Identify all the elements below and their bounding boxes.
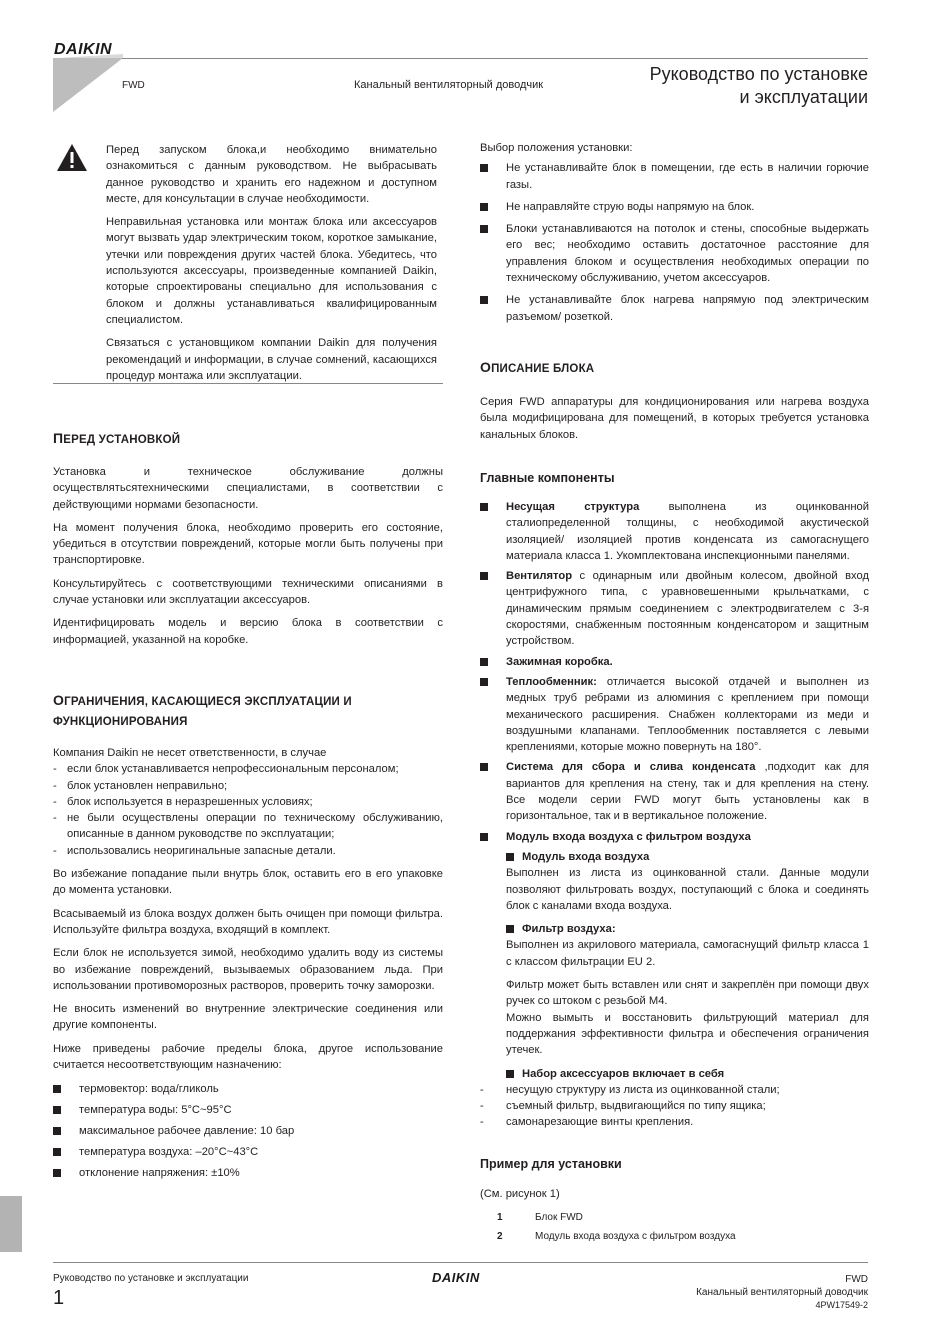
example-list <box>497 1208 736 1246</box>
before-install-title: ПЕРЕД УСТАНОВКОЙ <box>53 430 181 446</box>
header-model: FWD <box>122 80 145 91</box>
before-install-p3: Консультируйтесь с соответствующими техническими описаниями в случае установки или эксплуатации аксессуаров. <box>53 577 443 607</box>
limits-intro: Компания Daikin не несет ответственности, в случае <box>53 747 327 759</box>
list-item: Вентилятор с одинарным или двойным колесом, двойной вход центрифужного типа, с уравновешенными крыльчатками, с динамическим прямым соединением с электродвигателем с 3-я скоростями, снабженным постоянным конденсатором и защитным устройством. <box>480 568 869 649</box>
list-item: - съемный фильтр, выдвигающийся по типу ящика; <box>480 1098 869 1114</box>
limits-p5: Ниже приведены рабочие пределы блока, другое использование считается несоответствующим назначению: <box>53 1042 443 1072</box>
header-product: Канальный вентиляторный доводчик <box>354 79 544 91</box>
example-ref: (См. рисунок 1) <box>480 1188 560 1200</box>
page-number: 1 <box>53 1287 65 1309</box>
list-item: Не направляйте струю воды напрямую на блок. <box>480 199 869 215</box>
footer-brand-logo: DAIKIN <box>432 1270 480 1285</box>
before-install-p4: Идентифицировать модель и версию блока в соответствии с информацией, указанной на коробке. <box>53 617 443 646</box>
header-title-line1: Руководство по установке <box>649 64 868 84</box>
list-item: - блок используется в неразрешенных условиях; <box>53 794 443 810</box>
brand-logo: DAIKIN <box>54 41 113 58</box>
footer-rule <box>53 1262 868 1263</box>
filter-text-2a: Фильтр может быть вставлен или снят и закреплён при помощи двух ручек со штоком с резьбой M4. <box>506 979 869 1008</box>
header-title <box>568 63 868 109</box>
position-body <box>480 140 869 331</box>
footer-product: Канальный вентиляторный доводчик <box>696 1287 868 1298</box>
list-item: Блоки устанавливаются на потолок и стены, способные выдержать его вес; необходимо оставить достаточное расстояние для управления блоком и осуществления необходимых операции по техническому обслуживанию, учетом аксессуаров. <box>480 221 869 286</box>
list-item: термовектор: вода/гликоль <box>53 1081 443 1097</box>
footer-doc-title: Руководство по установке и эксплуатации <box>53 1273 249 1284</box>
warning-triangle-icon <box>56 143 88 172</box>
before-install-body <box>53 464 443 655</box>
list-item: температура воды: 5°C~95°C <box>53 1102 443 1118</box>
intake-subtitle: Модуль входа воздуха <box>506 849 869 865</box>
limits-p3: Если блок не используется зимой, необходимо удалить воду из системы во избежание повреждений, вызываемых образованием льда. При использовании противоморозных растворов, проверить точку заморозки. <box>53 947 443 992</box>
kit-subtitle: Набор аксессуаров включает в себя <box>506 1066 869 1082</box>
warning-text-3: Связаться с установщиком компании Daikin для получения рекомендаций и информации, в случае сомнений, касающихся процедур монтажа или эксплуатации. <box>106 337 437 382</box>
limits-p4: Не вносить изменений во внутренние электрические соединения или другие компоненты. <box>53 1003 443 1032</box>
list-item: - самонарезающие винты крепления. <box>480 1114 869 1130</box>
filter-text-1: Выполнен из акрилового материала, самогаснущий фильтр класса 1 с классом фильтрации EU 2. <box>506 939 869 968</box>
list-item: максимальное рабочее давление: 10 бар <box>53 1123 443 1139</box>
list-item: Теплообменник: отличается высокой отдачей и выполнен из медных труб ребрами из алюминия с креплением при помощи механического расширения. Снабжен коллекторами из меди и воздушными клапанами. Теплообменник поставляется с левыми креплениями, которые можно повернуть на 180°. <box>480 674 869 755</box>
limits-p2: Всасываемый из блока воздух должен быть очищен при помощи фильтра. Используйте фильтра воздуха, входящий в комплект. <box>53 907 443 936</box>
footer-info <box>696 1273 868 1312</box>
warning-text-2: Неправильная установка или монтаж блока или аксессуаров могут вызвать удар электрическим током, короткое замыкание, утечки или повреждения других частей блока. Убедитесь, что используются аксессуары, произведенные компанией Daikin, которые спроектированы специально для использования с блоком и должны устанавливаться квалифицированным специалистом. <box>106 216 437 326</box>
list-item: Не устанавливайте блок нагрева напрямую под электрическим разъемом/ розеткой. <box>480 292 869 325</box>
description-body <box>480 394 869 450</box>
side-tab-marker <box>0 1196 22 1252</box>
before-install-p2: На момент получения блока, необходимо проверить его состояние, убедиться в отсутствии повреждений, которые могли быть получены при транспортировке. <box>53 521 443 567</box>
components-title: Главные компоненты <box>480 471 615 485</box>
limits-body <box>53 745 443 1185</box>
list-item: - использовались неоригинальные запасные детали. <box>53 843 443 859</box>
list-item: отклонение напряжения: ±10% <box>53 1165 443 1181</box>
list-item: 1 Блок FWD <box>497 1212 583 1223</box>
intake-text: Выполнен из листа из оцинкованной стали. Данные модули позволяют фильтровать воздух, поступающий с блока и соединять блок с каналами входа воздуха. <box>506 867 869 912</box>
list-item: Модуль входа воздуха с фильтром воздуха <box>480 829 869 845</box>
components-body <box>480 499 869 1131</box>
footer-model: FWD <box>845 1274 868 1285</box>
header-title-line2: и эксплуатации <box>739 87 868 107</box>
list-item: - не были осуществлены операции по техническому обслуживанию, описанные в данном руководстве по эксплуатации; <box>53 810 443 843</box>
list-item: Система для сбора и слива конденсата ,подходит как для вариантов для крепления на стену, так и для крепления на стену. Все модели серии FWD могут быть установлены как в горизонтальное, так и в вертикальное положение. <box>480 759 869 824</box>
footer-code: 4PW17549-2 <box>815 1300 868 1310</box>
list-item: - блок установлен неправильно; <box>53 778 443 794</box>
list-item: Не устанавливайте блок в помещении, где есть в наличии горючие газы. <box>480 160 869 193</box>
warning-block <box>106 142 437 391</box>
description-p1: Серия FWD аппаратуры для кондиционирования или нагрева воздуха была модифицирована для помещений, в которых требуется установка канальных блоков. <box>480 396 869 441</box>
limits-p1: Во избежание попадание пыли внутрь блок, оставить его в его упаковке до момента установки. <box>53 868 443 897</box>
header-rule <box>122 58 868 59</box>
list-item: температура воздуха: –20°C~43°C <box>53 1144 443 1160</box>
position-intro: Выбор положения установки: <box>480 142 633 154</box>
example-title: Пример для установки <box>480 1157 622 1171</box>
description-title: ОПИСАНИЕ БЛОКА <box>480 359 595 375</box>
list-item: - если блок устанавливается непрофессиональным персоналом; <box>53 761 443 777</box>
list-item: Несущая структура выполнена из оцинкованной сталиопределенной толщины, с необходимой акустической изоляцией/ изоляцией против конденсата из самогаснущего материала класса 1. Укомплектована инспекционными панелями. <box>480 499 869 564</box>
warning-rule <box>53 383 443 384</box>
limits-title: ОГРАНИЧЕНИЯ, КАСАЮЩИЕСЯ ЭКСПЛУАТАЦИИ И ФУНКЦИОНИРОВАНИЯ <box>53 692 352 728</box>
filter-text-2b: Можно вымыть и восстановить фильтрующий материал для поддержания эффективности фильтра и обеспечения ограничения утечек. <box>506 1011 869 1057</box>
warning-text-1: Перед запуском блока,и необходимо внимательно ознакомиться с данным руководством. Не выбрасывать данное руководство и хранить его надежном и доступном месте, для консультации в случае необходимости. <box>106 144 437 205</box>
before-install-p1: Установка и техническое обслуживание должны осуществлятьсятехническими специалистами, в соответствии с действующими нормами безопасности. <box>53 466 443 511</box>
filter-subtitle: Фильтр воздуха: <box>506 921 869 937</box>
list-item: 2 Модуль входа воздуха с фильтром воздуха <box>497 1231 736 1242</box>
list-item: Зажимная коробка. <box>480 654 869 670</box>
list-item: - несущую структуру из листа из оцинкованной стали; <box>480 1082 869 1098</box>
